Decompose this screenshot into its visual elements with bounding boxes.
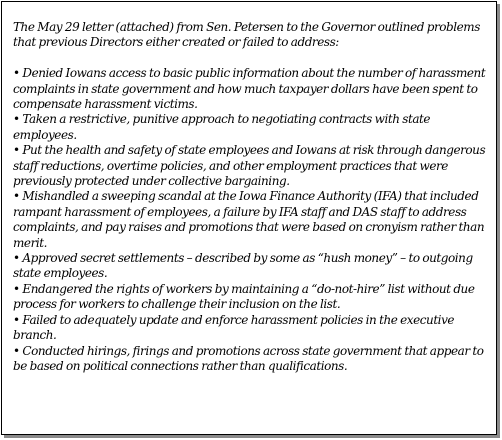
list-item	[13, 143, 488, 189]
list-item	[13, 189, 488, 251]
list-item-text: Approved secret settlements – described by some as “hush money” – to outgoing state employees.	[13, 251, 473, 281]
bullet-icon: •	[13, 66, 20, 81]
list-item	[13, 66, 488, 112]
list-item	[13, 313, 488, 344]
list-item-text: Denied Iowans access to basic public information about the number of harassment complaints in state government and how much taxpayer dollars have been spent to compensate harassment victims.	[13, 66, 486, 112]
list-item	[13, 282, 488, 313]
list-item	[13, 251, 488, 282]
list-item-text: Put the health and safety of state employees and Iowans at risk through dangerous staff reductions, overtime policies, and other employment practices that were previously protected under collective bargaining.	[13, 143, 486, 189]
bullet-icon: •	[13, 312, 20, 327]
list-item-text: Failed to adequately update and enforce harassment policies in the executive branch.	[13, 312, 455, 343]
text-box	[1, 1, 497, 435]
intro-paragraph: The May 29 letter (attached) from Sen. Petersen to the Governor outlined problems that previous Directors either created or failed to address:	[13, 20, 480, 50]
list-item-text: Conducted hirings, firings and promotions across state government that appear to be based on political connections rather than qualifications.	[13, 343, 484, 373]
bullet-icon: •	[13, 189, 20, 204]
list-item-text: Mishandled a sweeping scandal at the Iowa Finance Authority (IFA) that included rampant harassment of employees, a failure by IFA staff and DAS staff to address complaints, and pay raises and promotions that were based on cronyism rather than merit.	[13, 189, 485, 250]
bullet-icon: •	[13, 112, 20, 127]
list-item-text: Endangered the rights of workers by maintaining a “do-not-hire” list without due process for workers to challenge their inclusion on the list.	[13, 281, 475, 312]
bullet-icon: •	[13, 281, 20, 296]
list-item	[13, 112, 488, 143]
bullet-icon: •	[13, 143, 20, 158]
problem-list	[13, 66, 488, 374]
bullet-icon: •	[13, 343, 20, 358]
list-item-text: Taken a restrictive, punitive approach to negotiating contracts with state employees.	[13, 112, 431, 142]
list-item	[13, 344, 488, 375]
bullet-icon: •	[13, 251, 20, 266]
